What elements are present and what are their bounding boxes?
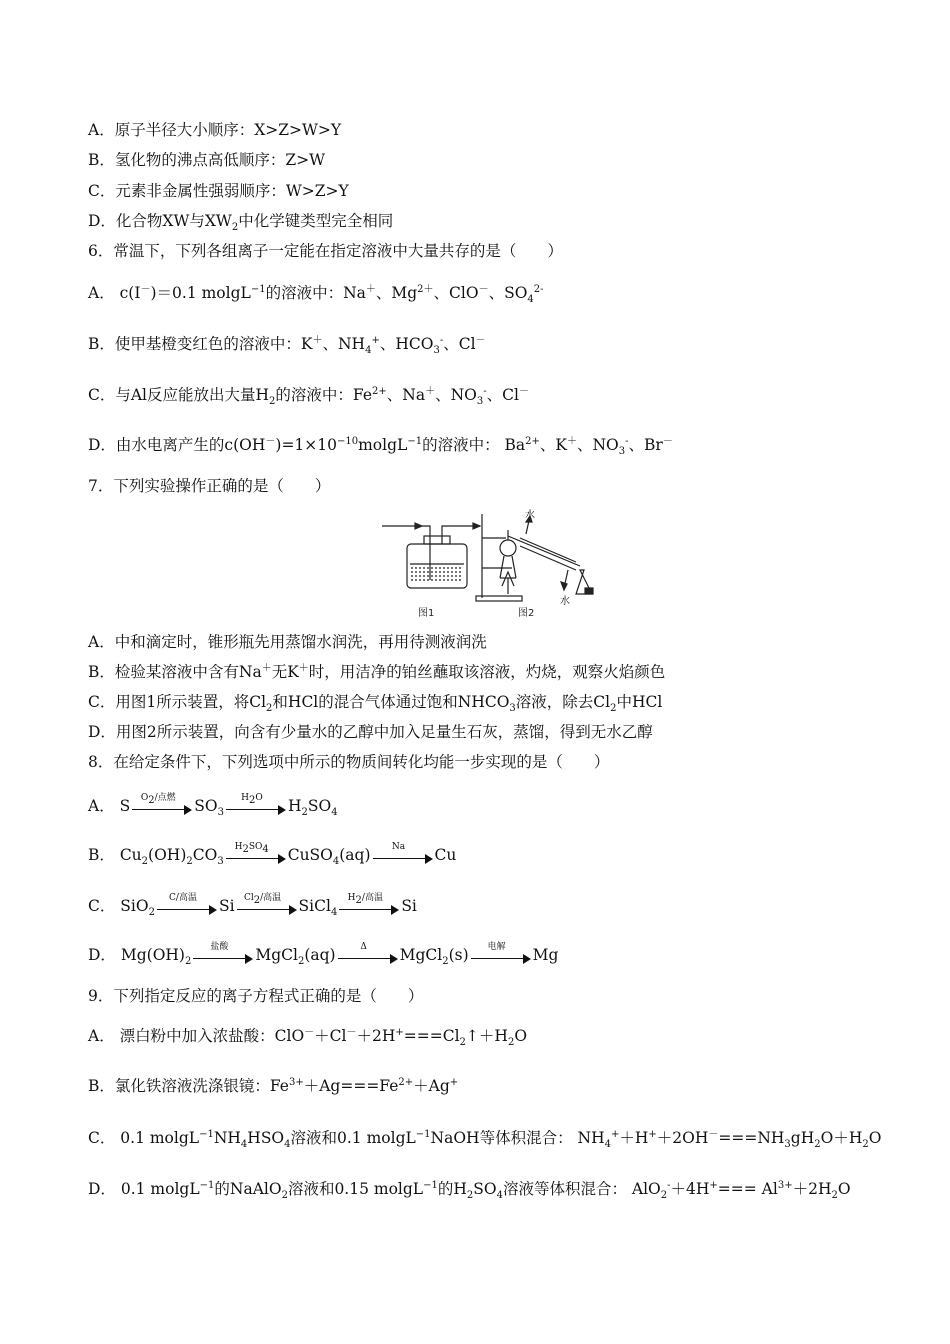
line-q6c: C．与Al反应能放出大量$H_2$的溶液中：$Fe^{2+}$、Na＋、$NO_3^-$、Cl－: [88, 385, 529, 408]
line-q9: 9．下列指定反应的离子方程式正确的是（ ）: [88, 987, 424, 1005]
figure-2-label: 图2: [518, 608, 535, 619]
line-q6a: A． c(I－)＝0.1 molgL$^{-1}$的溶液中：Na＋、$Mg^{2+}$、ClO－、$SO_4^{2-}$: [88, 283, 544, 306]
line-q5d: D．化合物XW与$XW_2$中化学键类型完全相同: [88, 212, 394, 234]
line-q7b: B．检验某溶液中含有Na＋无K＋时，用洁净的铂丝蘸取该溶液，灼烧，观察火焰颜色: [88, 662, 666, 681]
line-q9d: D． 0.1 molgL$^{-1}$的NaAlO$_2$溶液和0.15 molgL$^{-1}$的$H_2SO_4$溶液等体积混合： $AlO_2^-+4H^+=== Al^{3+}+2H_2O$: [88, 1179, 851, 1202]
line-q7: 7．下列实验操作正确的是（ ）: [88, 477, 331, 495]
line-q5b: B．氢化物的沸点高低顺序：Z>W: [88, 151, 326, 169]
line-q9c: C． 0.1 $molgL^{-1}NH_4HSO_4$溶液和0.1 molgL$^{-1}$NaOH等体积混合： $NH_4^++H^++2OH^-===NH_3gH_2O+H_2O$: [88, 1128, 882, 1151]
line-q7d: D．用图2所示装置，向含有少量水的乙醇中加入足量生石灰，蒸馏，得到无水乙醇: [88, 723, 653, 741]
line-q9a: A． 漂白粉中加入浓盐酸：$ClO^-+Cl^-+2H^+===Cl_2↑+H_2O$: [88, 1026, 528, 1049]
line-q8c: C． SiO$_2$ C/高温 Si $Cl_2/$高温 SiCl$_4$ $H_2/$高温 Si: [88, 893, 417, 919]
water-in-label: 水: [525, 510, 535, 521]
line-q5a: A．原子半径大小顺序：X>Z>W>Y: [88, 121, 342, 139]
line-q8d: D． $Mg(OH)_2$ 盐酸 MgCl$_2$(aq) Δ MgCl$_2$(s) 电解 Mg: [88, 942, 559, 968]
figure-1-label: 图1: [418, 608, 435, 619]
line-q6: 6．常温下，下列各组离子一定能在指定溶液中大量共存的是（ ）: [88, 242, 563, 260]
line-q5c: C．元素非金属性强弱顺序：W>Z>Y: [88, 182, 349, 200]
line-q8b: B． $Cu_2(OH)_2CO_3$ $H_2SO_4$ CuSO$_4$(aq) Na Cu: [88, 842, 457, 868]
line-q8: 8．在给定条件下，下列选项中所示的物质间转化均能一步实现的是（ ）: [88, 753, 610, 771]
line-q8a: A． S $O_2/$点燃 $SO_3$ $H_2O$ $H_2SO_4$: [88, 793, 338, 819]
line-q6d: D．由水电离产生的$c(OH^-)=1\times 10^{-10}molgL^{-1}$的溶液中： $Ba^{2+}$、K＋、$NO_3^-$、Br－: [88, 435, 673, 458]
distillation-apparatus: [476, 514, 593, 601]
gas-washing-bottle: [382, 523, 480, 588]
line-q6b: B．使甲基橙变红色的溶液中：K＋、$NH_4^+$、$HCO_3^-$、Cl－: [88, 334, 486, 357]
line-q7a: A．中和滴定时，锥形瓶先用蒸馏水润洗，再用待测液润洗: [88, 633, 487, 651]
line-q9b: B．氯化铁溶液洗涤银镜：$Fe^{3+}+Ag===Fe^{2+}+Ag^+$: [88, 1076, 459, 1095]
line-q7c: C．用图1所示装置，将$Cl_2$和HCl的混合气体通过饱和$NHCO_3$溶液，除去$Cl_2$中HCl: [88, 693, 663, 715]
water-out-label: 水: [560, 596, 570, 607]
apparatus-figure: [380, 508, 610, 620]
